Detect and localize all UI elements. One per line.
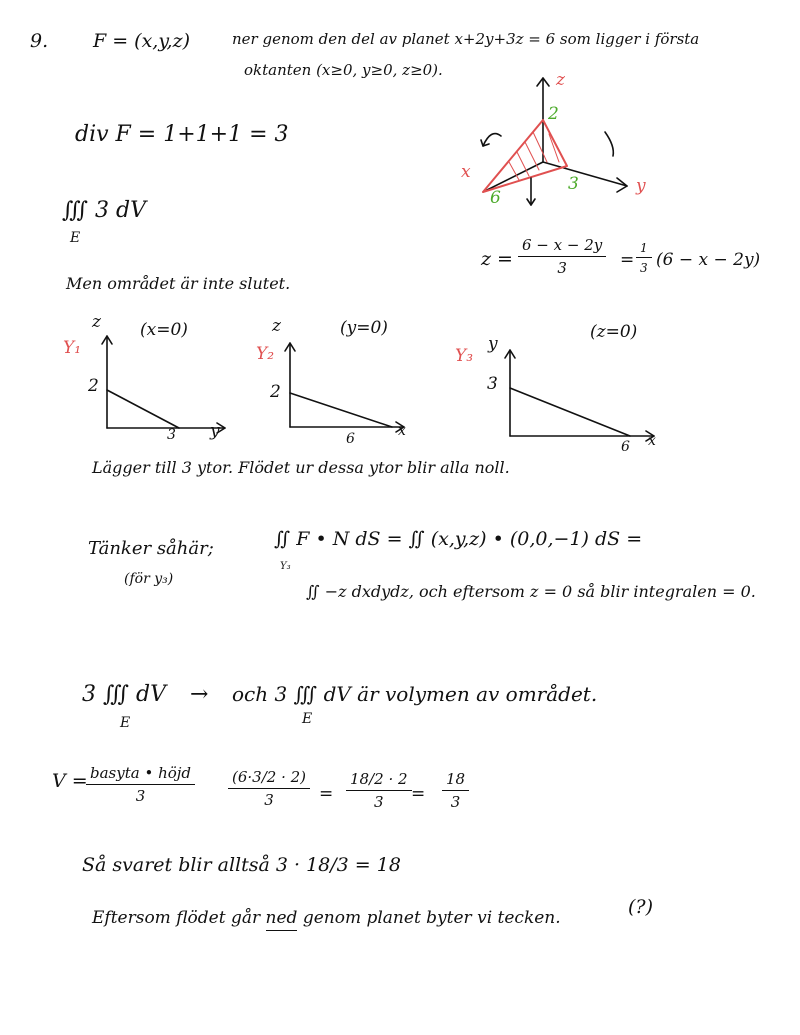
region-label: E [70,230,81,246]
flux-integral-line2: ∬ −z dxdydz, och eftersom z = 0 så blir integralen = 0. [306,582,756,601]
z-equals: z = [481,248,513,270]
axis-y-label: y [636,176,646,196]
surface1-condition: (x=0) [140,320,188,340]
z-fraction-numerator: 6 − x − 2y [518,238,606,257]
volume-fraction-4-den: 3 [450,793,461,811]
conclusion-line [92,910,561,927]
volume-note-sub-E2: E [302,711,313,727]
surface3-vertical-axis: y [488,334,498,354]
surface3-condition: (z=0) [590,322,638,342]
surface1-h-tick: 3 [167,427,176,443]
not-closed-note: Men området är inte slutet. [66,274,291,293]
surface2-label: Y₂ [256,344,275,364]
think-sub: (för y₃) [124,571,174,587]
surface3-graph [500,342,660,442]
volume-fraction-3-den: 3 [374,793,384,811]
conclusion-before: Eftersom flödet går [92,908,266,928]
volume-fraction-4-num: 18 [442,772,469,791]
z-rhs-equals: = [620,250,635,270]
vector-field: F = (x,y,z) [93,30,191,52]
surface3-h-tick: 6 [621,439,630,455]
surface1-vertical-axis: z [92,312,101,332]
add-surfaces-note: Lägger till 3 ytor. Flödet ur dessa ytor blir alla noll. [92,458,510,477]
volume-fraction-2-den: 3 [264,791,274,809]
problem-number: 9. [30,30,49,52]
surface2-h-tick: 6 [346,431,355,447]
axis-x-label: x [461,162,471,182]
surface1-horizontal-axis: y [210,421,220,441]
surface2-horizontal-axis: x [398,423,406,439]
volume-fraction-2 [228,770,310,808]
volume-eq-2: = [411,784,426,804]
volume-fraction-2-num: (6·3/2 · 2) [228,770,310,789]
triple-integral: ∭ 3 dV [62,198,146,223]
volume-lhs: V = [52,770,88,792]
z-fraction [518,238,606,276]
problem-statement-line2: oktanten (x≥0, y≥0, z≥0). [244,61,443,79]
surface2-graph [280,335,410,435]
volume-note-left: 3 ∭ dV [82,682,166,707]
volume-fraction-4 [442,772,469,810]
surface3-label: Y₃ [455,346,474,366]
surface2-condition: (y=0) [340,318,388,338]
question-mark: (?) [628,896,654,918]
flux-integral-line1: ∬ F • N dS = ∬ (x,y,z) • (0,0,−1) dS = [274,528,643,550]
flux-integral-sub: Y₃ [280,561,291,572]
volume-fraction-1-den: 3 [135,787,146,805]
conclusion-emphasis: ned [266,908,298,931]
volume-eq-1: = [319,784,334,804]
volume-note-right: och 3 ∭ dV är volymen av området. [232,682,598,706]
one-third-numerator: 1 [636,242,652,258]
z-fraction-denominator: 3 [557,259,567,277]
surface1-v-tick: 2 [88,376,99,396]
surface1-label: Y₁ [63,338,82,358]
think-label: Tänker såhär; [88,538,214,559]
x-intercept-label: 6 [490,188,501,208]
surface2-vertical-axis: z [272,316,281,336]
problem-statement-line1: ner genom den del av planet x+2y+3z = 6 som ligger i första [232,30,700,48]
volume-fraction-3 [346,772,412,810]
surface3-v-tick: 3 [487,374,498,394]
y-intercept-label: 3 [568,174,579,194]
conclusion-after: genom planet byter vi tecken. [297,908,561,928]
volume-note-arrow: → [190,682,209,707]
one-third-denominator: 3 [640,261,648,275]
answer-line: Så svaret blir alltså 3 · 18/3 = 18 [82,854,401,876]
plane-sketch [455,70,675,220]
z-intercept-label: 2 [548,104,559,124]
volume-fraction-1 [86,766,195,804]
volume-fraction-1-num: basyta • höjd [86,766,195,785]
volume-fraction-3-num: 18/2 · 2 [346,772,412,791]
surface3-horizontal-axis: x [648,433,656,449]
one-third-fraction [636,242,652,274]
z-rhs-rest: (6 − x − 2y) [656,250,761,270]
divergence-line: div F = 1+1+1 = 3 [75,122,289,147]
volume-note-sub-E1: E [120,715,131,731]
axis-z-label: z [556,70,565,90]
surface2-v-tick: 2 [270,382,281,402]
